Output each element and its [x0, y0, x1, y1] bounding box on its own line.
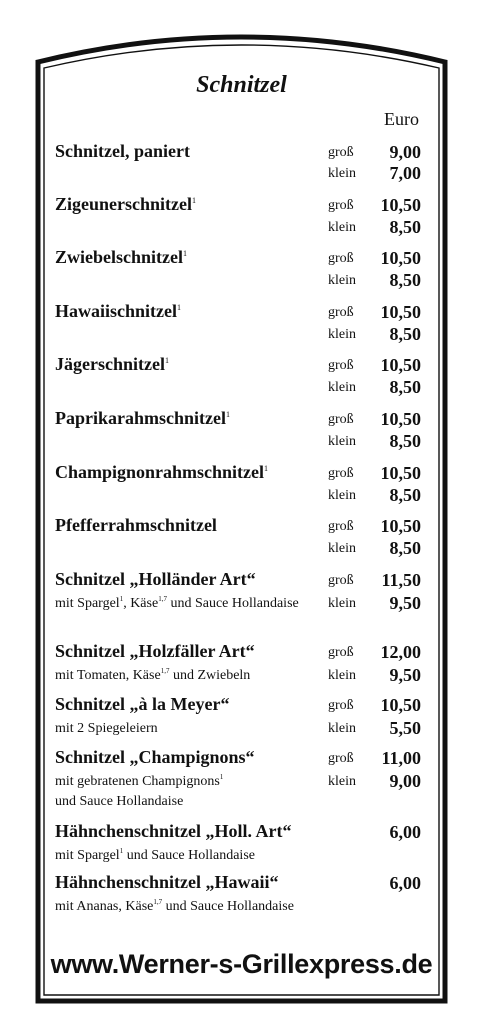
item-name: Hähnchenschnitzel „Holl. Art“: [55, 821, 292, 841]
size-klein: klein: [328, 596, 356, 611]
price-klein: 8,50: [389, 270, 421, 290]
item-name: Schnitzel „Holzfäller Art“: [55, 641, 255, 661]
item-description: mit gebratenen Champignons$^1$ und Sauce Hollandaise: [55, 773, 224, 809]
size-gross: groß: [328, 573, 354, 588]
item-name: Jägerschnitzel$^1$: [55, 354, 169, 374]
item-description: mit Ananas, Käse$^{1,7}$ und Sauce Hollandaise: [55, 898, 294, 914]
price-klein: 8,50: [389, 377, 421, 397]
size-klein: klein: [328, 774, 356, 789]
size-klein: klein: [328, 166, 356, 181]
item-description: mit Spargel$^1$, Käse$^{1,7}$ und Sauce Hollandaise: [55, 595, 299, 611]
price-gross: 11,50: [381, 570, 421, 590]
currency-label: Euro: [384, 109, 419, 129]
size-gross: groß: [328, 519, 354, 534]
price-gross: 9,00: [389, 142, 421, 162]
price-klein: 8,50: [389, 485, 421, 505]
price-gross: 10,50: [380, 409, 421, 429]
price: 6,00: [389, 873, 421, 893]
size-klein: klein: [328, 721, 356, 736]
price-klein: 8,50: [389, 324, 421, 344]
price-klein: 5,50: [389, 718, 421, 738]
size-gross: groß: [328, 751, 354, 766]
item-description: mit Spargel$^1$ und Sauce Hollandaise: [55, 847, 255, 863]
item-name: Champignonrahmschnitzel$^1$: [55, 462, 269, 482]
size-gross: groß: [328, 198, 354, 213]
price-klein: 9,50: [389, 593, 421, 613]
item-name: Paprikarahmschnitzel$^1$: [55, 408, 230, 428]
price-gross: 10,50: [380, 516, 421, 536]
size-klein: klein: [328, 488, 356, 503]
price-gross: 10,50: [380, 463, 421, 483]
size-gross: groß: [328, 305, 354, 320]
size-klein: klein: [328, 434, 356, 449]
size-klein: klein: [328, 273, 356, 288]
price-klein: 7,00: [389, 163, 421, 183]
price-klein: 8,50: [389, 431, 421, 451]
size-gross: groß: [328, 145, 354, 160]
price-gross: 11,00: [381, 748, 421, 768]
size-gross: groß: [328, 412, 354, 427]
item-name: Schnitzel „Champignons“: [55, 747, 255, 767]
size-klein: klein: [328, 541, 356, 556]
item-name: Schnitzel, paniert: [55, 141, 190, 161]
menu-title: Schnitzel: [196, 72, 287, 98]
price-klein: 8,50: [389, 538, 421, 558]
item-name: Schnitzel „Holländer Art“: [55, 569, 256, 589]
price-gross: 12,00: [380, 642, 421, 662]
price-gross: 10,50: [380, 248, 421, 268]
price-gross: 10,50: [380, 302, 421, 322]
size-gross: groß: [328, 645, 354, 660]
price: 6,00: [389, 822, 421, 842]
price-klein: 8,50: [389, 217, 421, 237]
item-name: Hähnchenschnitzel „Hawaii“: [55, 872, 279, 892]
item-name: Hawaiischnitzel$^1$: [55, 301, 181, 321]
price-klein: 9,50: [389, 665, 421, 685]
size-klein: klein: [328, 220, 356, 235]
size-klein: klein: [328, 668, 356, 683]
size-klein: klein: [328, 327, 356, 342]
item-name: Pfefferrahmschnitzel: [55, 515, 217, 535]
price-gross: 10,50: [380, 695, 421, 715]
size-gross: groß: [328, 466, 354, 481]
item-description: mit 2 Spiegeleiern: [55, 721, 158, 736]
size-klein: klein: [328, 380, 356, 395]
item-name: Schnitzel „à la Meyer“: [55, 694, 230, 714]
price-gross: 10,50: [380, 195, 421, 215]
size-gross: groß: [328, 698, 354, 713]
item-name: Zwiebelschnitzel$^1$: [55, 247, 187, 267]
item-name: Zigeunerschnitzel$^1$: [55, 194, 196, 214]
price-gross: 10,50: [380, 355, 421, 375]
item-description: mit Tomaten, Käse$^{1,7}$ und Zwiebeln: [55, 667, 251, 683]
size-gross: groß: [328, 251, 354, 266]
size-gross: groß: [328, 358, 354, 373]
website-url: www.Werner-s-Grillexpress.de: [50, 949, 433, 979]
price-klein: 9,00: [389, 771, 421, 791]
